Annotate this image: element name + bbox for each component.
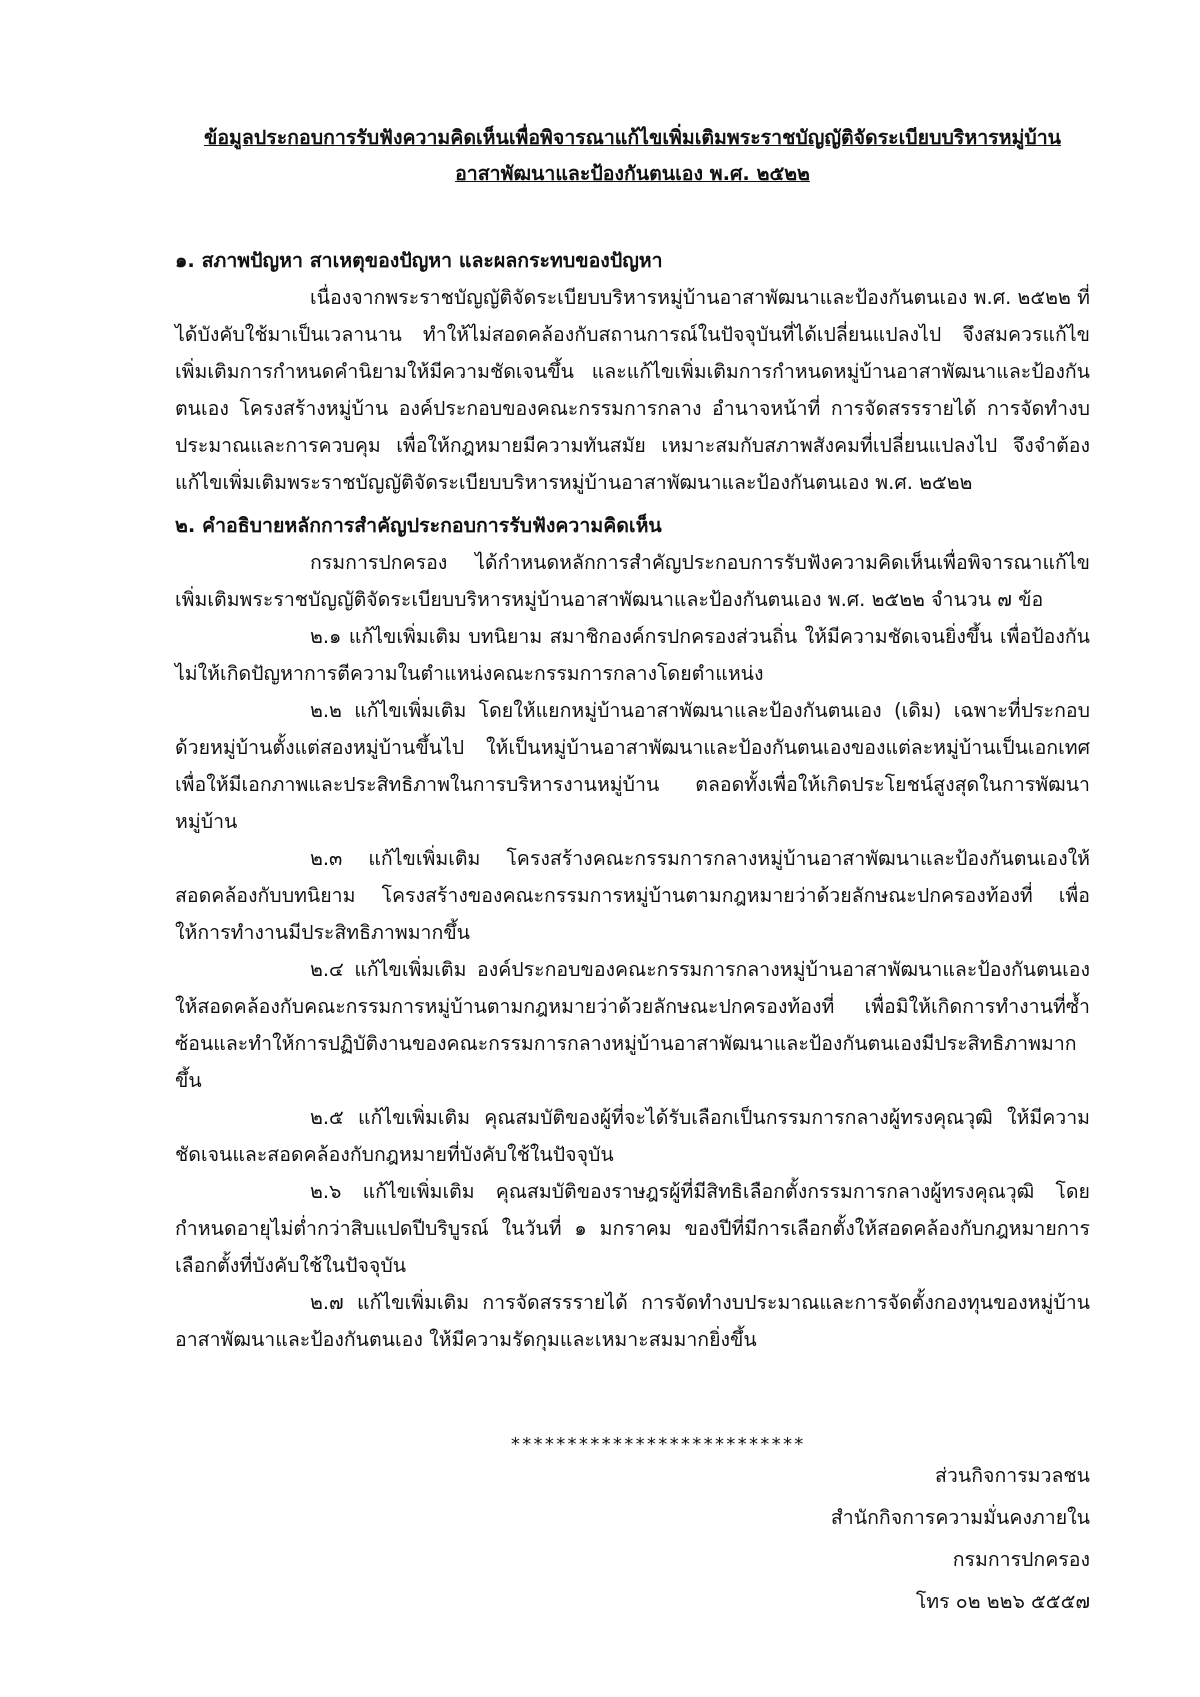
signature-bureau: สำนักกิจการความมั่นคงภายใน [830,1506,1090,1529]
principle-item-1: ๒.๑ แก้ไขเพิ่มเติม บทนิยาม สมาชิกองค์กรปกครองส่วนถิ่น ให้มีความชัดเจนยิ่งขึ้น เพื่อป้องกันไม่ให้เกิดปัญหาการตีความในตำแหน่งคณะกรรมการกลางโดยตำแหน่ง [175,625,1090,685]
signature-division: ส่วนกิจการมวลชน [935,1464,1090,1487]
document-title-line-2: อาสาพัฒนาและป้องกันตนเอง พ.ศ. ๒๕๒๒ [455,162,810,185]
section-1-body: เนื่องจากพระราชบัญญัติจัดระเบียบบริหารหมู่บ้านอาสาพัฒนาและป้องกันตนเอง พ.ศ. ๒๕๒๒ ที่ได้บังคับใช้มาเป็นเวลานาน ทำให้ไม่สอดคล้องกับสถานการณ์ในปัจจุบันที่ได้เปลี่ยนแปลงไป จึงสมควรแก้ไขเพิ่มเติมการกำหนดคำนิยามให้มีความชัดเจนขึ้น และแก้ไขเพิ่มเติมการกำหนดหมู่บ้านอาสาพัฒนาและป้องกันตนเอง โครงสร้างหมู่บ้าน องค์ประกอบของคณะกรรมการกลาง อำนาจหน้าที่ การจัดสรรรายได้ การจัดทำงบประมาณและการควบคุม เพื่อให้กฎหมายมีความทันสมัย เหมาะสมกับสภาพสังคมที่เปลี่ยนแปลงไป จึงจำต้องแก้ไขเพิ่มเติมพระราชบัญญัติจัดระเบียบบริหารหมู่บ้านอาสาพัฒนาและป้องกันตนเอง พ.ศ. ๒๕๒๒ [175,286,1090,494]
principle-item-7: ๒.๗ แก้ไขเพิ่มเติม การจัดสรรรายได้ การจัดทำงบประมาณและการจัดตั้งกองทุนของหมู่บ้านอาสาพัฒนาและป้องกันตนเอง ให้มีความรัดกุมและเหมาะสมมากยิ่งขึ้น [175,1291,1090,1351]
signature-department: กรมการปกครอง [952,1548,1090,1571]
principle-item-4: ๒.๔ แก้ไขเพิ่มเติม องค์ประกอบของคณะกรรมการกลางหมู่บ้านอาสาพัฒนาและป้องกันตนเองให้สอดคล้องกับคณะกรรมการหมู่บ้านตามกฎหมายว่าด้วยลักษณะปกครองท้องที่ เพื่อมิให้เกิดการทำงานที่ซ้ำซ้อนและทำให้การปฏิบัติงานของคณะกรรมการกลางหมู่บ้านอาสาพัฒนาและป้องกันตนเองมีประสิทธิภาพมากขึ้น [175,958,1090,1092]
document-title [175,120,1090,192]
section-2-heading: ๒. คำอธิบายหลักการสำคัญประกอบการรับฟังความคิดเห็น [175,514,662,537]
signature-block [831,1455,1090,1623]
document-page [175,120,1090,1358]
section-1-heading: ๑. สภาพปัญหา สาเหตุของปัญหา และผลกระทบของปัญหา [175,249,663,272]
principle-item-2: ๒.๒ แก้ไขเพิ่มเติม โดยให้แยกหมู่บ้านอาสาพัฒนาและป้องกันตนเอง (เดิม) เฉพาะที่ประกอบด้วยหมู่บ้านตั้งแต่สองหมู่บ้านขึ้นไป ให้เป็นหมู่บ้านอาสาพัฒนาและป้องกันตนเองของแต่ละหมู่บ้านเป็นเอกเทศ เพื่อให้มีเอกภาพและประสิทธิภาพในการบริหารงานหมู่บ้าน ตลอดทั้งเพื่อให้เกิดประโยชน์สูงสุดในการพัฒนาหมู่บ้าน [175,699,1090,833]
document-title-line-1: ข้อมูลประกอบการรับฟังความคิดเห็นเพื่อพิจารณาแก้ไขเพิ่มเติมพระราชบัญญัติจัดระเบียบบริหารหมู่บ้าน [204,126,1061,149]
separator-stars: ************************** [510,1434,805,1455]
principle-item-3: ๒.๓ แก้ไขเพิ่มเติม โครงสร้างคณะกรรมการกลางหมู่บ้านอาสาพัฒนาและป้องกันตนเองให้สอดคล้องกับบทนิยาม โครงสร้างของคณะกรรมการหมู่บ้านตามกฎหมายว่าด้วยลักษณะปกครองท้องที่ เพื่อให้การทำงานมีประสิทธิภาพมากขึ้น [175,847,1090,944]
section-2-intro: กรมการปกครอง ได้กำหนดหลักการสำคัญประกอบการรับฟังความคิดเห็นเพื่อพิจารณาแก้ไขเพิ่มเติมพระราชบัญญัติจัดระเบียบบริหารหมู่บ้านอาสาพัฒนาและป้องกันตนเอง พ.ศ. ๒๕๒๒ จำนวน ๗ ข้อ [175,551,1090,611]
principle-item-6: ๒.๖ แก้ไขเพิ่มเติม คุณสมบัติของราษฎรผู้ที่มีสิทธิเลือกตั้งกรรมการกลางผู้ทรงคุณวุฒิ โดยกำหนดอายุไม่ต่ำกว่าสิบแปดปีบริบูรณ์ ในวันที่ ๑ มกราคม ของปีที่มีการเลือกตั้งให้สอดคล้องกับกฎหมายการเลือกตั้งที่บังคับใช้ในปัจจุบัน [175,1180,1090,1277]
signature-phone: โทร ๐๒ ๒๒๖ ๕๕๕๗ [915,1590,1090,1613]
principle-item-5: ๒.๕ แก้ไขเพิ่มเติม คุณสมบัติของผู้ที่จะได้รับเลือกเป็นกรรมการกลางผู้ทรงคุณวุฒิ ให้มีความชัดเจนและสอดคล้องกับกฎหมายที่บังคับใช้ในปัจจุบัน [175,1106,1090,1166]
